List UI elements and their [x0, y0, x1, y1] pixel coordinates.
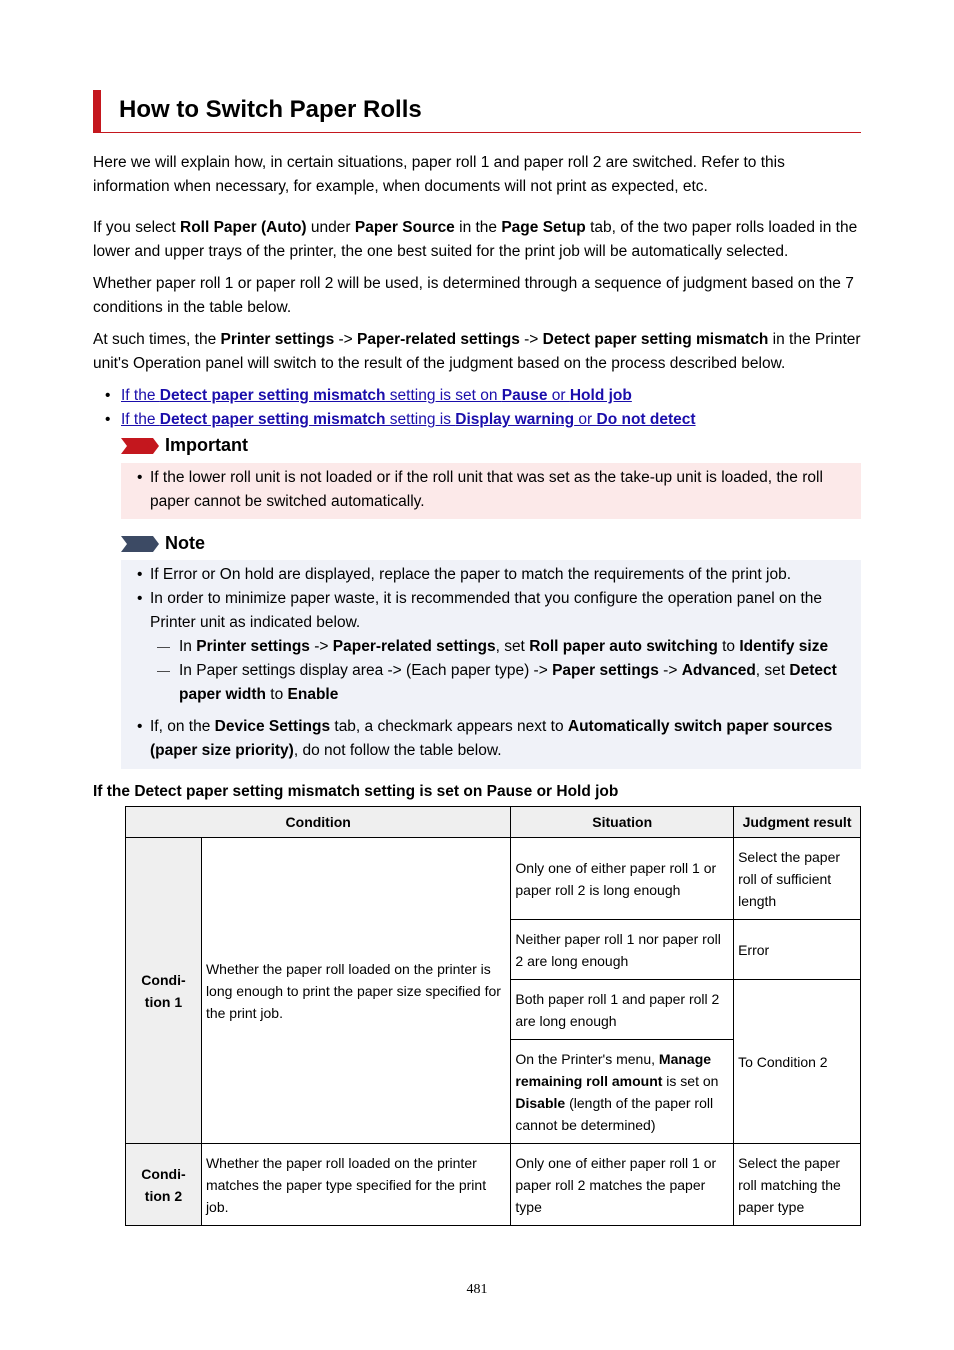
header-situation: Situation [511, 807, 734, 838]
important-label: Important [165, 435, 248, 455]
paragraph-judgment: Whether paper roll 1 or paper roll 2 will be used, is determined through a sequence of judgment based on the 7 conditions in the table below. [93, 275, 854, 316]
important-box [121, 463, 861, 519]
condition-label: Condi- tion 1 [126, 838, 202, 1144]
condition-description: Whether the paper roll loaded on the printer matches the paper type specified for the print job. [201, 1144, 510, 1226]
note-subitem: — In Paper settings display area -> (Each paper type) -> Paper settings -> Advanced, set Detect paper width to Enable [150, 659, 852, 707]
title-accent-bar [93, 90, 101, 133]
result-cell: To Condition 2 [734, 980, 861, 1144]
condition-description: Whether the paper roll loaded on the printer is long enough to print the paper size specified for the print job. [201, 838, 510, 1144]
table-row [126, 1144, 861, 1226]
title-underline [101, 132, 861, 133]
note-item [137, 587, 852, 707]
header-condition: Condition [126, 807, 511, 838]
section-links [105, 384, 696, 432]
important-item: • If the lower roll unit is not loaded or if the roll unit that was set as the take-up unit is loaded, the roll paper cannot be switched automatically. [137, 466, 852, 514]
note-item: • If, on the Device Settings tab, a checkmark appears next to Automatically switch paper sources (paper size priority), do not follow the table below. [137, 715, 852, 763]
paragraph-operation-panel: At such times, the Printer settings -> Paper-related settings -> Detect paper setting mismatch in the Printer unit's Operation panel will switch to the result of the judgment based on the process described below. [93, 331, 861, 372]
result-cell: Select the paper roll of sufficient length [734, 838, 861, 920]
page-title: How to Switch Paper Rolls [119, 96, 422, 123]
situation-cell: Only one of either paper roll 1 or paper roll 2 is long enough [511, 838, 734, 920]
section-heading: If the Detect paper setting mismatch setting is set on Pause or Hold job [93, 783, 619, 800]
note-item-text: • In order to minimize paper waste, it is recommended that you configure the operation panel on the Printer unit as indicated below. [150, 590, 823, 631]
table-row [126, 838, 861, 920]
note-box [121, 560, 861, 769]
table-header-row [126, 807, 861, 838]
situation-cell: On the Printer's menu, Manage remaining roll amount is set on Disable (length of the paper roll cannot be determined) [511, 1040, 734, 1144]
link-pause-hold-job[interactable]: If the Detect paper setting mismatch setting is set on Pause or Hold job [121, 387, 632, 404]
note-header [121, 533, 205, 554]
list-item [105, 408, 696, 432]
judgment-table [125, 806, 861, 1226]
note-icon [121, 534, 161, 554]
note-subitem: — In Printer settings -> Paper-related settings, set Roll paper auto switching to Identify size [150, 635, 852, 659]
important-icon [121, 436, 161, 456]
intro-paragraph: Here we will explain how, in certain situations, paper roll 1 and paper roll 2 are switched. Refer to this information when necessary, for example, when documents will not print as expected, etc. [93, 154, 785, 195]
link-display-warning[interactable]: If the Detect paper setting mismatch setting is Display warning or Do not detect [121, 411, 696, 428]
condition-label: Condi- tion 2 [126, 1144, 202, 1226]
situation-cell: Both paper roll 1 and paper roll 2 are long enough [511, 980, 734, 1040]
header-judgment-result: Judgment result [734, 807, 861, 838]
list-item [105, 384, 696, 408]
result-cell: Error [734, 920, 861, 980]
note-label: Note [165, 533, 205, 553]
situation-cell: Only one of either paper roll 1 or paper roll 2 matches the paper type [511, 1144, 734, 1226]
page-number: 481 [466, 1282, 488, 1297]
paragraph-roll-paper-auto: If you select Roll Paper (Auto) under Paper Source in the Page Setup tab, of the two paper rolls loaded in the lower and upper trays of the printer, the one best suited for the print job will be automatically selected. [93, 219, 858, 260]
note-item: • If Error or On hold are displayed, replace the paper to match the requirements of the print job. [137, 563, 852, 587]
important-header [121, 435, 248, 456]
result-cell: Select the paper roll matching the paper type [734, 1144, 861, 1226]
situation-cell: Neither paper roll 1 nor paper roll 2 are long enough [511, 920, 734, 980]
